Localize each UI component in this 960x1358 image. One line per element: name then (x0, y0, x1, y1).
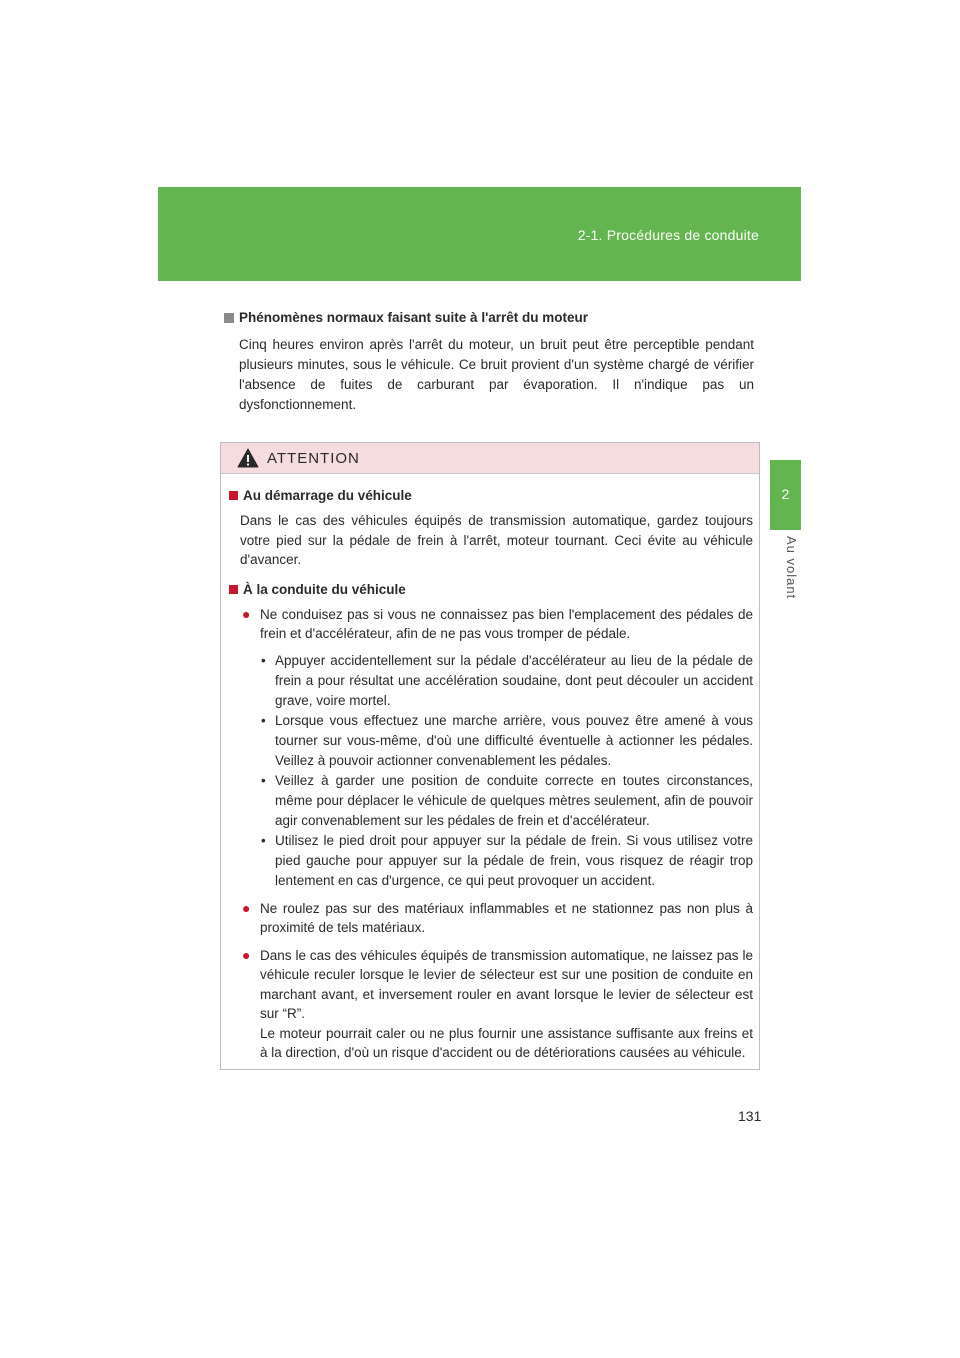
subsection-text: Dans le cas des véhicules équipés de transmission automatique, gardez toujours votre pied sur la pédale de frein à l'arrêt, moteur tournant. Ceci évite au véhicule d'avancer. (240, 513, 753, 567)
small-dot-icon: • (261, 772, 266, 788)
red-dot-icon: ● (242, 899, 251, 916)
sub-list-item (261, 771, 753, 831)
sub-list-item (261, 711, 753, 771)
bullet-item (242, 946, 753, 1063)
attention-title: ATTENTION (267, 449, 360, 467)
bullet-item (242, 899, 753, 938)
red-square-icon (229, 585, 238, 594)
sub-list-text: Lorsque vous effectuez une marche arrière, vous pouvez être amené à vous tourner sur vous-même, d'où une difficulté éventuelle à actionner les pédales. Veillez à pouvoir actionner convenablement les pédales. (275, 712, 753, 768)
sub-list-text: Veillez à garder une position de conduite correcte en toutes circonstances, même pour déplacer le véhicule de quelques mètres seulement, afin de pouvoir agir convenablement sur les pédales de frein et d'accélérateur. (275, 772, 753, 828)
red-dot-icon: ● (242, 605, 251, 622)
chapter-title: 2-1. Procédures de conduite (577, 227, 759, 243)
sub-list-text: Appuyer accidentellement sur la pédale d'accélérateur au lieu de la pédale de frein a pour résultat une accélération soudaine, dont peut découler un accident grave, voire mortel. (275, 652, 753, 708)
info-section (224, 310, 754, 415)
red-dot-icon: ● (242, 946, 251, 963)
sub-list-text: Utilisez le pied droit pour appuyer sur la pédale de frein. Si vous utilisez votre pied gauche pour appuyer sur la pédale de frein, vous risquez de réagir trop lentement en cas d'urgence, ce qui peut provoquer un accident. (275, 832, 753, 888)
header-bar (158, 187, 801, 281)
chapter-side-label: Au volant (784, 536, 799, 600)
sub-list (261, 651, 753, 891)
section-heading-text: Phénomènes normaux faisant suite à l'arrêt du moteur (239, 310, 589, 325)
section-heading (224, 310, 754, 325)
section-body: Cinq heures environ après l'arrêt du moteur, un bruit peut être perceptible pendant plusieurs minutes, sous le véhicule. Ce bruit provient d'un système chargé de vérifier l'absence de fuites de carburant par évaporation. Il n'indique pas un dysfonctionnement. (239, 337, 754, 412)
bullet-item (242, 605, 753, 644)
page-number: 131 (738, 1108, 762, 1124)
subsection-heading-text: À la conduite du véhicule (243, 581, 406, 597)
small-dot-icon: • (261, 832, 266, 848)
attention-header (221, 443, 759, 474)
small-dot-icon: • (261, 652, 266, 668)
red-square-icon (229, 491, 238, 500)
chapter-tab (770, 460, 801, 530)
bullet-text: Ne roulez pas sur des matériaux inflammables et ne stationnez pas non plus à proximité de tels matériaux. (260, 900, 753, 935)
chapter-number: 2 (781, 486, 790, 502)
bullet-text-part: Le moteur pourrait caler ou ne plus fournir une assistance suffisante aux freins et à la direction, d'où un risque d'accident ou de détériorations causées au véhicule. (260, 1025, 753, 1060)
subsection-heading (229, 582, 753, 597)
subsection-heading (229, 488, 753, 503)
small-dot-icon: • (261, 712, 266, 728)
bullet-text-part: Dans le cas des véhicules équipés de transmission automatique, ne laissez pas le véhicule reculer lorsque le levier de sélecteur est sur une position de conduite en marchant avant, et inversement rouler en avant lorsque le levier de sélecteur est sur “R”. (260, 947, 753, 1021)
attention-body (221, 474, 759, 1063)
bullet-text: Ne conduisez pas si vous ne connaissez pas bien l'emplacement des pédales de frein et d'accélérateur, afin de ne pas vous tromper de pédale. (260, 606, 753, 641)
subsection-heading-text: Au démarrage du véhicule (243, 488, 412, 503)
square-bullet-icon (224, 313, 234, 323)
sub-list-item (261, 651, 753, 711)
bullet-text (260, 946, 753, 1063)
attention-box (220, 442, 760, 1070)
warning-triangle-icon (237, 448, 259, 468)
sub-list-item (261, 831, 753, 891)
